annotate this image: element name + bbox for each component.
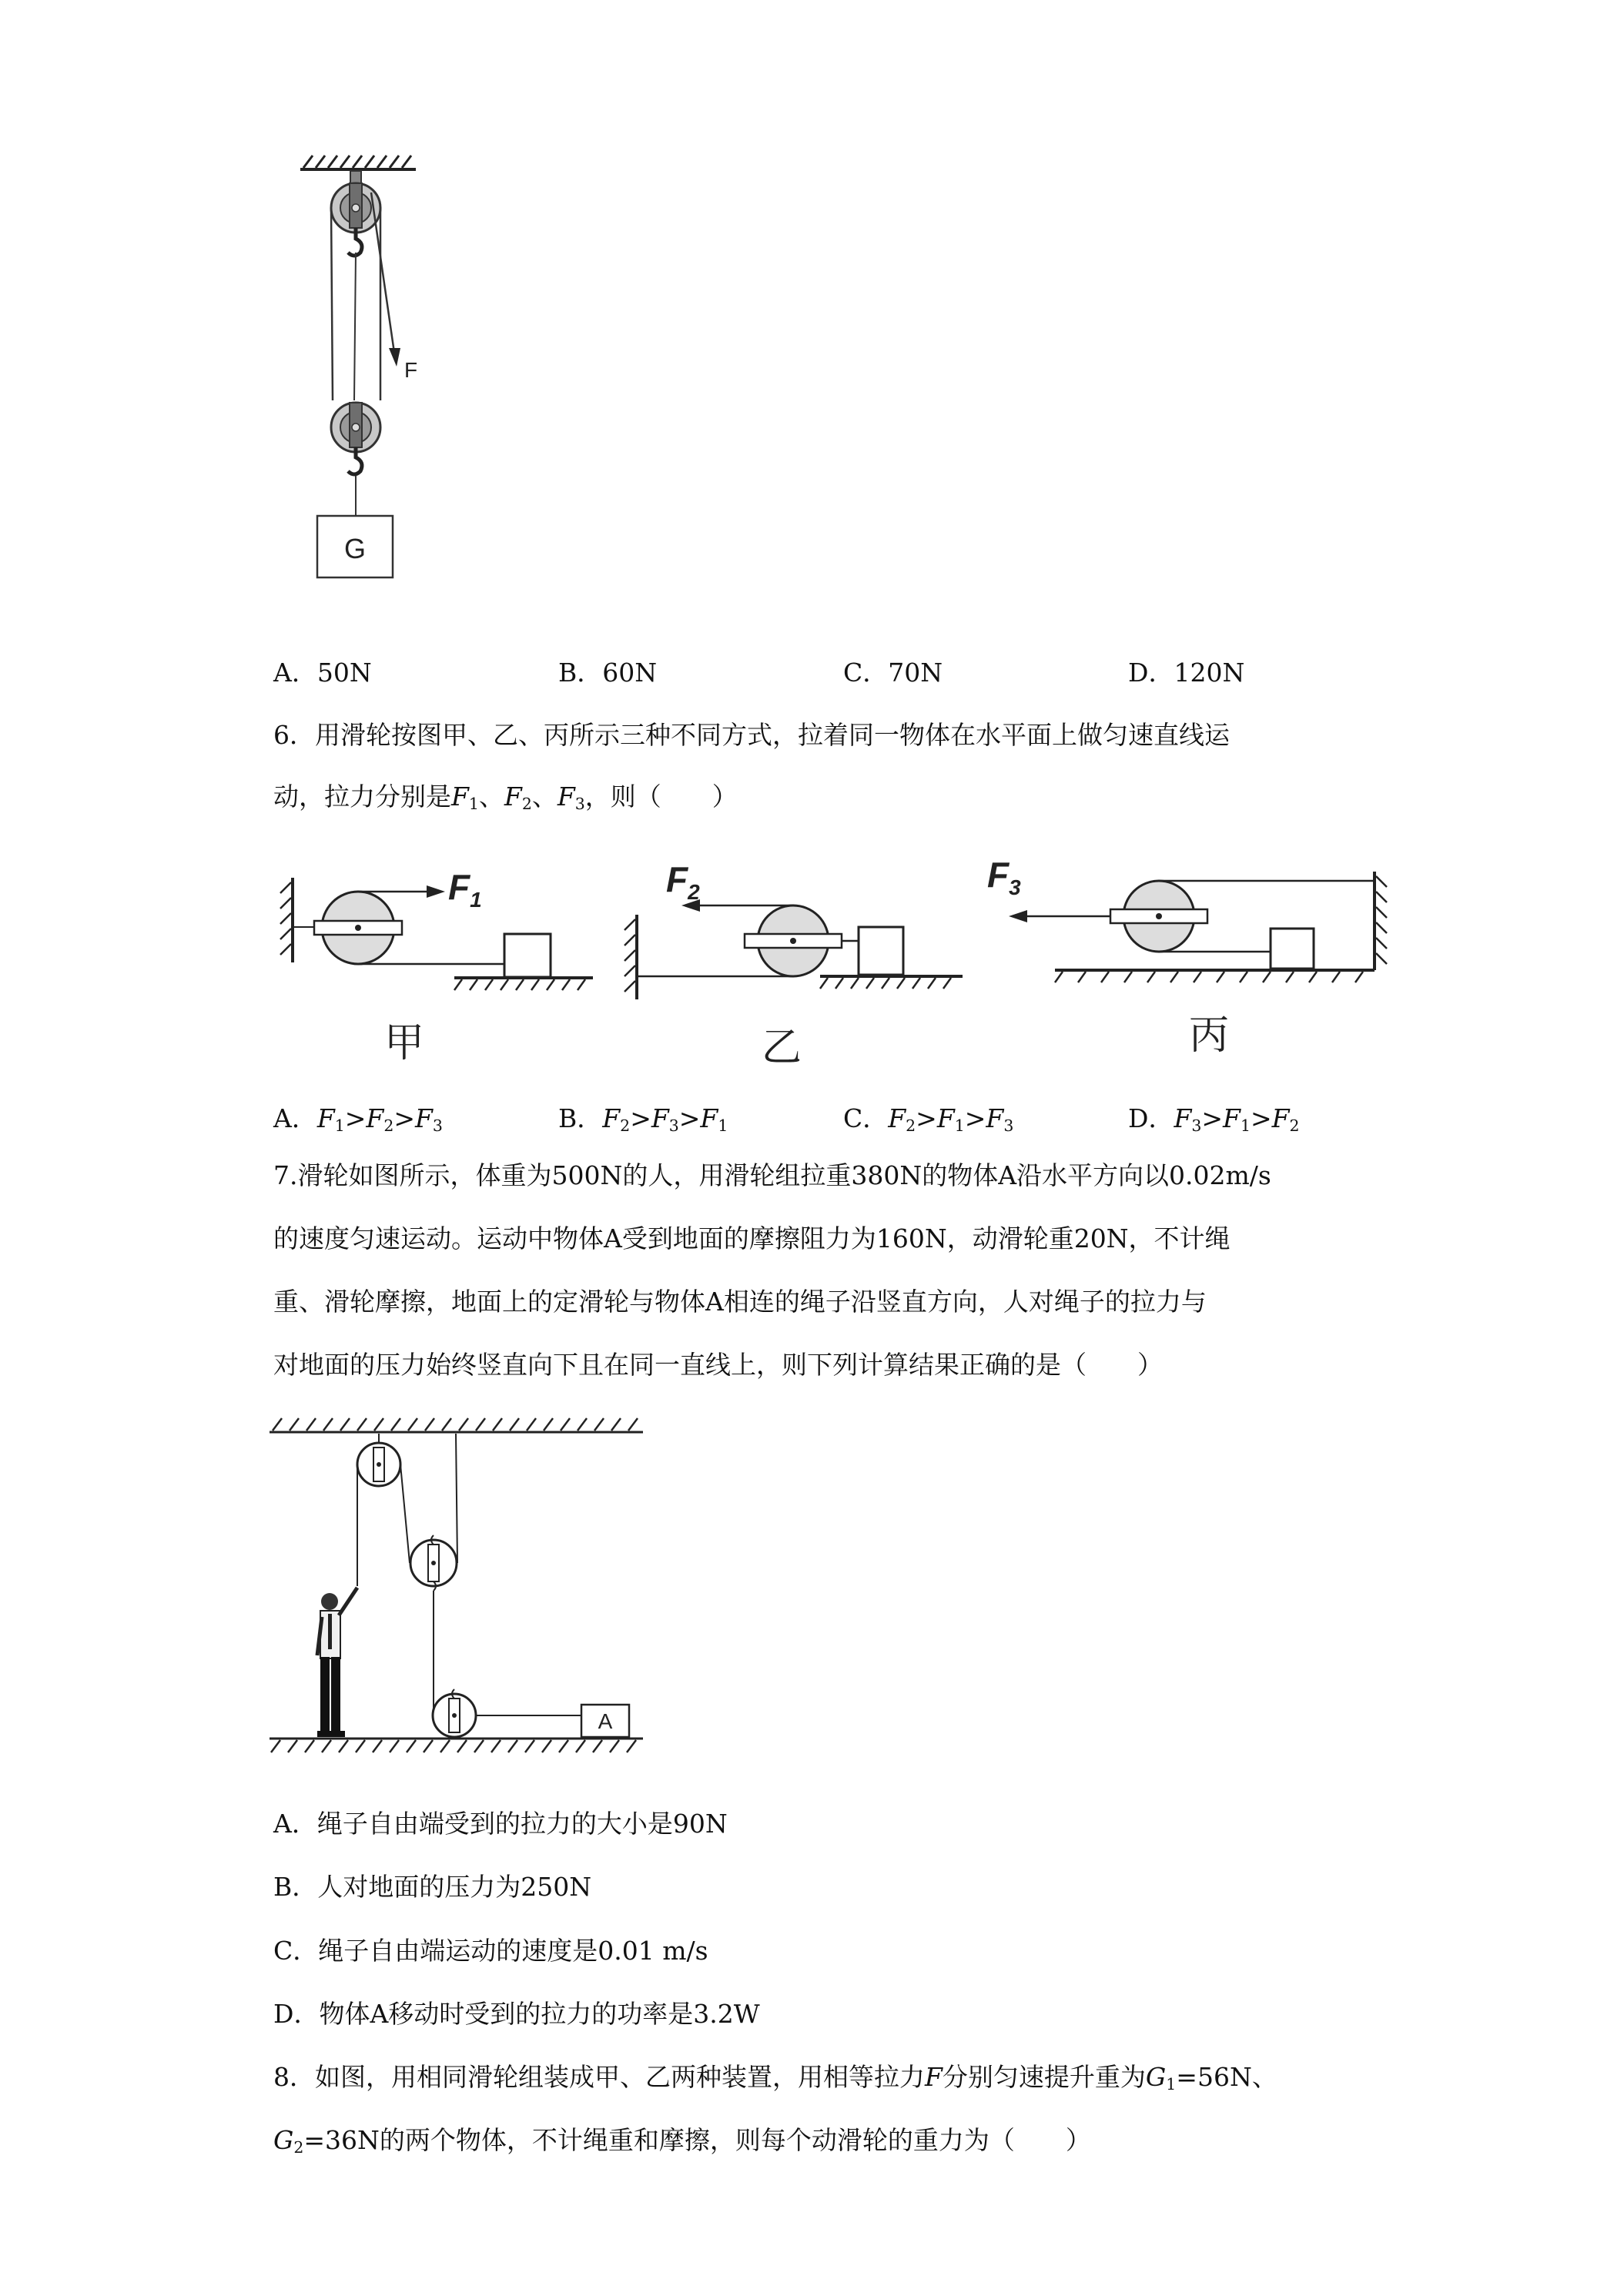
q6-option-a: A．$F_1>F_2>F_3$ bbox=[273, 1103, 443, 1136]
q6-option-d: D．$F_3>F_1>F_2$ bbox=[1128, 1103, 1300, 1136]
q5-pulley-figure bbox=[285, 146, 470, 601]
q7-stem-line1: 7.滑轮如图所示，体重为500N的人，用滑轮组拉重380N的物体A沿水平方向以0.02m/s bbox=[273, 1160, 1271, 1190]
q5-option-b: B．60N bbox=[558, 658, 658, 688]
q7-option-d: D．物体A移动时受到的拉力的功率是3.2W bbox=[273, 1999, 760, 2029]
q6-figure-jia bbox=[270, 855, 601, 1070]
q6-caption-yi: 乙 bbox=[761, 1026, 802, 1070]
q6-yi-force-label: $F_2$ bbox=[666, 859, 700, 904]
q6-stem-line2: 动，拉力分别是$F_1$、$F_2$、$F_3$，则（ ） bbox=[273, 782, 738, 814]
q6-figure-bing bbox=[978, 855, 1409, 1063]
q6-bing-force-label: $F_3$ bbox=[987, 855, 1021, 899]
q5-option-a: A．50N bbox=[273, 658, 372, 688]
q5-option-c: C．70N bbox=[843, 658, 943, 688]
q6-option-c: C．$F_2>F_1>F_3$ bbox=[843, 1103, 1014, 1136]
q7-option-a: A．绳子自由端受到的拉力的大小是90N bbox=[273, 1809, 728, 1839]
q6-figure-yi bbox=[620, 855, 974, 1070]
q7-option-b: B．人对地面的压力为250N bbox=[273, 1872, 592, 1902]
q6-caption-bing: 丙 bbox=[1188, 1013, 1230, 1058]
q5-option-d: D．120N bbox=[1128, 658, 1245, 688]
q6-caption-jia: 甲 bbox=[383, 1021, 425, 1066]
q5-force-label: F bbox=[404, 358, 418, 382]
q6-jia-force-label: $F_1$ bbox=[448, 867, 482, 912]
q7-block-label: A bbox=[598, 1709, 613, 1733]
q6-stem-line1: 6．用滑轮按图甲、乙、丙所示三种不同方式，拉着同一物体在水平面上做匀速直线运 bbox=[273, 720, 1230, 750]
q5-weight-label: G bbox=[343, 533, 367, 564]
q7-stem-line4: 对地面的压力始终竖直向下且在同一直线上，则下列计算结果正确的是（ ） bbox=[273, 1350, 1163, 1380]
q7-stem-line2: 的速度匀速运动。运动中物体A受到地面的摩擦阻力为160N，动滑轮重20N，不计绳 bbox=[273, 1223, 1231, 1253]
q7-pulley-figure bbox=[270, 1409, 655, 1771]
q8-stem-line2: $G_2=36N$的两个物体，不计绳重和摩擦，则每个动滑轮的重力为（ ） bbox=[273, 2125, 1091, 2157]
q6-option-b: B．$F_2>F_3>F_1$ bbox=[558, 1103, 728, 1136]
q7-person-figure bbox=[317, 1588, 357, 1737]
q7-option-c: C．绳子自由端运动的速度是0.01 m/s bbox=[273, 1936, 708, 1966]
q8-stem-line1: 8．如图，用相同滑轮组装成甲、乙两种装置，用相等拉力F分别匀速提升重为$G_1=56N$、 bbox=[273, 2062, 1277, 2094]
q7-stem-line3: 重、滑轮摩擦，地面上的定滑轮与物体A相连的绳子沿竖直方向，人对绳子的拉力与 bbox=[273, 1287, 1207, 1317]
